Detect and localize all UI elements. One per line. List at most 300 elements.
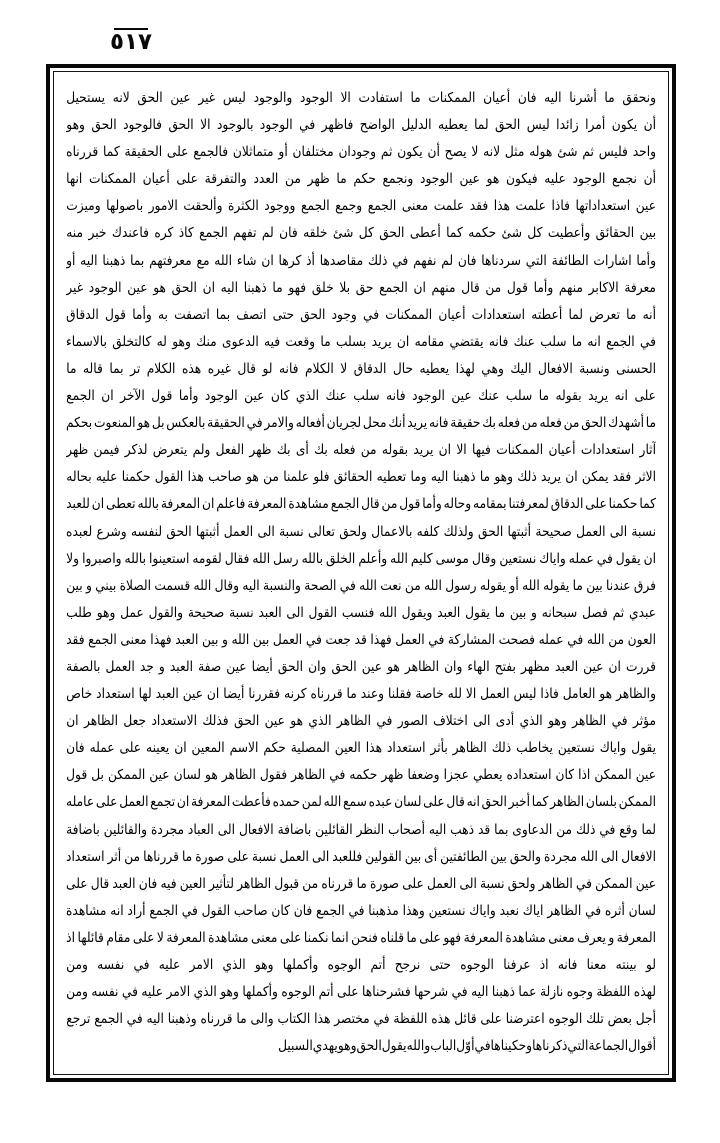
text-word: ومن [66,956,88,973]
text-word: القول [201,902,231,918]
text-word: وقال [471,550,497,566]
text-word: فنسب [341,604,375,620]
text-word: واصبروا [82,550,122,566]
text-word: ما [236,1010,247,1027]
text-word: عنك [513,333,535,349]
text-word: ما [410,89,421,106]
text-word: الواضح [359,116,395,133]
text-line [66,547,656,574]
text-word: معنى [401,197,429,214]
text-word: عين [583,658,604,675]
text-word: الوجود [412,387,445,404]
text-word: عين [244,387,265,404]
text-word: عين [149,766,170,783]
text-word: أوّل [456,1037,475,1054]
text-word: وجمع [335,197,363,214]
text-word: الجمع [316,902,345,918]
text-word: أذ [306,252,315,268]
text-word: على [423,793,445,810]
text-word: هوله [529,143,553,160]
text-word: اذ [66,929,76,946]
text-line [66,845,656,872]
text-word: الظاهر [83,712,119,729]
text-word: وأما [636,252,656,268]
text-word: يريد [413,441,434,458]
text-line [66,682,656,709]
text-word: حق [355,279,374,295]
text-word: زائدا [556,116,579,133]
text-word: ما [538,387,549,404]
text-word: يريد [407,414,428,431]
text-word: من [124,848,141,864]
text-word: مجردة [150,821,185,837]
text-word: يريد [588,387,609,404]
text-word: عين [635,197,656,214]
text-word: انه [110,902,124,918]
text-word: الطائفة [551,252,589,268]
text-word: استعداد [96,685,135,702]
text-word: الحق [91,116,117,133]
text-word: عليه [141,983,164,1000]
text-word: الحقائق [333,468,373,485]
text-word: فأعطت [231,793,271,810]
text-word: كل [358,224,374,241]
text-word: في [596,550,613,566]
text-word: حكمه [349,766,378,783]
text-word: وجود [331,306,357,322]
text-word: الحق [379,224,405,241]
text-word: العامل [562,685,596,702]
text-word: أخبر [508,793,531,810]
text-word: كان [555,766,575,783]
text-word: العدد [253,170,279,187]
text-word: طلب [66,604,92,620]
text-word: من [608,631,625,648]
text-word: فانه [557,956,578,973]
text-word: أثبتها [195,522,220,539]
text-word: وهو [548,712,567,729]
text-word: معنى [251,929,278,946]
text-word: الممكن [618,793,656,810]
text-word: على [419,929,441,946]
text-word: ان [91,495,105,512]
text-word: بمقامه [473,495,507,512]
text-line [66,763,656,790]
text-word: هذه [181,360,202,377]
text-word: نسبة [631,522,656,539]
text-word: اعترضنا [505,1010,545,1027]
text-line [66,601,656,628]
text-word: ما [626,306,637,322]
text-word: نستعين [428,902,466,918]
text-word: والامر [264,414,294,431]
text-word: بين [586,577,603,593]
text-word: والقول [148,604,184,620]
text-word: الا [340,89,351,106]
text-word: على [480,1010,502,1027]
text-word: منهم [431,279,456,295]
text-word: الله [359,577,377,593]
text-word: فنحن [351,929,378,946]
text-word: الجمع [300,197,330,214]
text-word: وحاله [443,495,472,512]
text-word: الآخر [120,387,145,404]
text-word: وأما [533,279,554,295]
text-word: بين [639,224,656,241]
text-word: العمل [272,631,303,648]
text-word: من [521,414,538,431]
text-word: لله [447,685,462,702]
text-word: الحق [331,658,357,675]
text-word: وجوه [566,983,593,1000]
text-word: الظاهر [452,739,487,756]
text-word: بينته [615,956,637,973]
text-word: اختلاف [433,712,468,729]
text-word: أعيان [438,306,466,322]
text-word: العون [627,631,656,648]
text-word: بين [201,631,219,648]
text-word: الامر [166,983,191,1000]
text-word: وضعفا [407,766,440,783]
text-word: في [611,712,628,729]
text-word: في [181,902,198,918]
text-word: الكثرة [228,197,259,214]
text-word: وحكيناها [490,1037,533,1054]
text-word: بين [404,848,422,864]
text-word: من [485,279,502,295]
text-word: ان [261,252,274,268]
text-word: فيمن [93,441,120,458]
text-word: ثم [380,143,393,160]
text-word: باضافة [277,821,312,837]
text-word: فعله [333,441,356,458]
text-word: بالله [137,495,159,512]
text-word: لسان [394,793,422,810]
text-word: هو [486,170,500,187]
text-word: الحق [166,522,192,539]
text-word: الوجود [204,387,238,404]
text-word: يقول [631,739,656,756]
text-word: نفسه [97,956,125,973]
text-word: ظهر [381,766,404,783]
text-word: الحقيقة [124,143,163,160]
text-word: الا [465,685,477,702]
text-word: يكون [397,143,423,160]
text-word: و [608,929,615,946]
text-word: فان [279,224,298,241]
text-word: الصلاة [119,577,152,593]
text-word: مشاهدة [505,929,546,946]
text-word: لسان [628,902,656,918]
text-word: القولين [365,848,402,864]
text-line [66,628,656,655]
text-word: قبول [274,875,300,891]
text-word: وهو [494,468,514,485]
text-word: الممكن [595,875,633,891]
text-word: الممكن [107,766,146,783]
text-word: سمع [343,793,367,810]
text-word: مقام [106,929,131,946]
text-word: نازلة [539,983,564,1000]
text-word: بما [130,252,145,268]
text-word: وأعلم [358,550,388,566]
text-word: كما [531,793,549,810]
text-word: عنك [325,387,347,404]
text-word: ذهبنا [491,983,515,1000]
text-word: هو [290,712,304,729]
text-word: الحق [137,89,163,106]
text-word: يقول [381,1037,407,1054]
text-word: لهذا [455,360,475,377]
text-word: أتم [318,983,334,1000]
text-word: أثبتها [507,522,532,539]
text-word: وهو [337,1037,357,1054]
text-word: الذي [222,956,246,973]
text-line [66,113,656,140]
text-word: الوجوه [327,956,362,973]
text-word: الحقيقة [207,414,245,431]
text-word: قال [461,279,480,295]
text-word: المشاركة [447,631,496,648]
text-word: متماثلان [232,143,274,160]
text-word: شاء [236,252,257,268]
text-word: اليه [146,1010,164,1027]
text-word: أمرا [585,116,606,133]
text-word: علمت [433,197,465,214]
text-word: عين [459,170,480,187]
text-word: على [227,848,249,864]
text-word: على [95,793,118,810]
text-word: وميزت [66,197,101,214]
text-line [66,709,656,736]
text-word: شرحها [414,983,449,1000]
text-word: كلفه [416,522,440,539]
text-word: مشاهدة [66,902,107,918]
text-word: في [339,577,356,593]
text-word: صورة [370,875,400,891]
text-word: ما [406,929,417,946]
text-word: وأما [132,306,152,322]
text-word: الكتاب [277,1010,311,1027]
text-word: ذكرناها [532,1037,568,1054]
text-word: ما [494,604,506,620]
text-word: الظاهر [404,658,440,675]
text-word: سبحانه [541,604,578,620]
text-word: عبدي [629,604,656,620]
text-word: الكلام [146,360,176,377]
text-word: الى [459,875,477,891]
text-line [66,330,656,357]
text-line [66,384,656,411]
text-word: أفعاله [295,414,325,431]
text-word: في [121,983,138,1000]
text-word: الا [200,116,211,133]
text-word: يستحيل [66,89,106,106]
text-word: فاذا [540,685,559,702]
text-word: وان [444,658,463,675]
text-word: لعبده [66,522,93,539]
text-word: العمل [576,522,606,539]
text-word: الله [231,631,250,648]
text-word: بسلب [335,333,367,349]
text-word: أن [643,116,656,133]
text-word: استعداداتها [575,197,631,214]
text-word: فانه [386,387,406,404]
text-word: جعل [123,712,147,729]
text-word: فهذا [150,631,172,648]
text-word: مشاهدة [288,495,329,512]
text-word: في [639,333,656,349]
text-word: الحق [495,116,521,133]
text-word: بلسان [585,793,617,810]
text-word: الظاهر [221,766,256,783]
text-word: في [329,766,346,783]
text-word: الذي [308,712,332,729]
text-word: استعداد [386,739,426,756]
text-word: على [66,875,88,891]
text-word: فصحت [498,631,536,648]
text-word: العمل [105,658,135,675]
text-word: حكم [263,739,286,756]
text-word: فلو [313,468,330,485]
text-word: ان [101,387,114,404]
text-word: يمكن [581,468,609,485]
text-word: مقامه [414,333,445,349]
text-word: رسول [445,577,477,593]
text-word: واياك [469,902,496,918]
text-word: ان [206,685,220,702]
text-word: شئ [557,143,578,160]
text-word: صحيحة [535,522,572,539]
text-word: في [585,902,602,918]
text-word: الوجود [259,116,293,133]
text-word: من [404,577,421,593]
text-word: انه [614,387,628,404]
text-word: فقلنا [387,685,412,702]
text-word: قول [104,306,127,322]
text-word: نجمع [612,170,637,187]
text-word: يتعرض [152,441,188,458]
text-word: بأثر [430,739,448,756]
text-word: أثر [107,848,122,864]
text-word: فيكون [505,170,538,187]
text-word: فقد [612,468,632,485]
text-word: معرفة [624,279,656,295]
text-word: هو [599,685,613,702]
text-word: الجماعة [588,1037,629,1054]
text-word: جعت [325,631,351,648]
text-word: ان [202,279,215,295]
text-word: من [381,495,398,512]
text-word: يقوله [479,577,507,593]
text-word: قررت [625,658,656,675]
text-word: بالصفة [66,658,101,675]
text-word: الله [252,550,271,566]
text-word: شئ [332,224,354,241]
text-word: الامر [189,956,214,973]
text-word: ذهب [450,821,475,837]
text-word: موسى [435,550,469,566]
text-frame-inner [53,71,669,1075]
text-word: وأكملها [282,956,319,973]
text-word: ذهبنا [243,279,267,295]
text-word: قسمت [154,577,191,593]
body-text-block [66,86,656,1064]
text-word: ونسبة [579,360,610,377]
text-word: من [285,170,301,187]
text-word: الافعال [621,848,656,864]
text-word: ما [572,577,583,593]
text-word: المعرفة [616,929,656,946]
text-word: الممكنات [428,89,476,106]
text-line [66,818,656,845]
text-word: عين [182,685,203,702]
text-word: يقول [465,604,490,620]
text-word: اتصف [236,306,267,322]
text-word: عليه [158,956,181,973]
text-word: ثم [582,143,594,160]
text-word: لو [262,360,273,377]
text-word: قاله [83,360,103,377]
text-word: كما [103,143,120,160]
text-word: قول [399,495,421,512]
text-word: الحق [300,306,326,322]
text-word: هو [153,279,166,295]
text-word: فاذا [551,197,570,214]
text-word: الامور [148,197,178,214]
text-word: فقال [224,550,250,566]
text-word: الوجود [572,170,606,187]
text-word: سلب [353,387,380,404]
text-word: ان [413,279,426,295]
text-word: من [563,414,580,431]
text-word: وأما [178,387,199,404]
text-word: الى [600,848,619,864]
text-word: السبيل [278,1037,313,1054]
text-word: ليس [222,89,246,106]
text-word: استعدادات [580,441,635,458]
text-word: وهذا [402,902,425,918]
text-word: في [599,821,616,837]
text-word: العمل [395,631,425,648]
text-word: العبد [554,658,579,675]
text-word: ما [571,333,583,349]
text-word: المعرفة [160,495,201,512]
text-word: عين [361,658,383,675]
text-word: التي [525,252,547,268]
text-word: هذا [365,739,383,756]
text-word: حكم [353,170,376,187]
text-word: ان [608,658,621,675]
text-word: سلب [540,333,567,349]
text-word: يعطيه [438,116,468,133]
text-word: من [556,821,573,837]
text-word: فذلك [202,712,229,729]
text-word: صاحب [233,902,268,918]
text-word: ما [336,170,347,187]
text-word: لا [471,143,479,160]
text-word: يعطيه [419,360,450,377]
text-word: للعبد [66,495,90,512]
text-word: الدعاوى [512,821,553,837]
text-word: العبد [169,658,194,675]
text-word: أيضا [223,685,245,702]
text-word: أثره [604,902,625,918]
text-word: أن [643,170,656,187]
text-word: ان [201,495,215,512]
text-word: كل [527,224,543,241]
text-word: صفة [198,658,222,675]
